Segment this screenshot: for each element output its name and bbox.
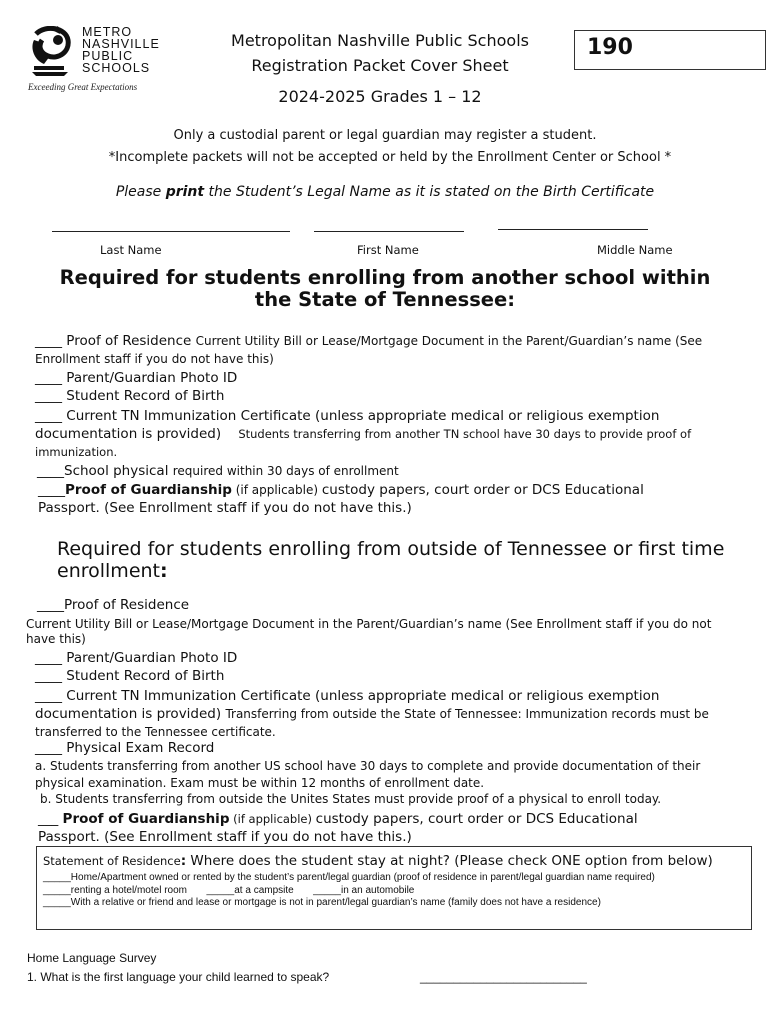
incomplete-notice: *Incomplete packets will not be accepted or held by the Enrollment Center or School *: [108, 150, 672, 165]
s2-proof-of-residence: ____Proof of Residence: [37, 597, 190, 613]
s1-photo-id: ____ Parent/Guardian Photo ID: [35, 370, 238, 386]
s2-physical-exam: ____ Physical Exam Record: [35, 740, 215, 756]
s2-photo-id: ____ Parent/Guardian Photo ID: [35, 650, 238, 666]
print-instruction: Please print the Student’s Legal Name as it is stated on the Birth Certificate: [115, 184, 655, 200]
s1-proof-of-residence: ____ Proof of Residence Current Utility Bill or Lease/Mortgage Document in the Parent/Guardian’s name (See Enrollment staff if you do not have this): [35, 333, 703, 366]
statement-of-residence-box: [36, 846, 752, 930]
last-name-label: Last Name: [100, 243, 162, 257]
year-grades: 2024-2025 Grades 1 – 12: [278, 87, 482, 106]
s2-proof-of-guardianship: ___ Proof of Guardianship (if applicable) custody papers, court order or DCS Educational Passport. (See Enrollment staff if you do not have this.): [38, 811, 638, 845]
residence-option-relative[interactable]: _____With a relative or friend and lease or mortgage is not in parent/legal guardian’s name (family does not have a residence): [43, 897, 601, 908]
residence-question: Statement of Residence: Where does the student stay at night? (Please check ONE option from below): [43, 853, 713, 869]
s1-birth-record: ____ Student Record of Birth: [35, 388, 225, 404]
language-survey-title: Home Language Survey: [27, 951, 157, 965]
language-survey-q1-blank[interactable]: _________________________: [420, 970, 587, 984]
lamp-of-learning-icon: [28, 26, 74, 78]
s2-residence-detail: Current Utility Bill or Lease/Mortgage Document in the Parent/Guardian’s name (See Enrollment staff if you do not have this): [26, 617, 712, 646]
s2-immunization: ____ Current TN Immunization Certificate (unless appropriate medical or religious exemption documentation is provided) Transferring from outside the State of Tennessee: Immunization records must be transferred to the Tennessee certificate.: [35, 688, 709, 739]
s2-physical-note-b: b. Students transferring from outside the Unites States must provide proof of a physical to enroll today.: [40, 792, 662, 806]
page-title: Metropolitan Nashville Public Schools Registration Packet Cover Sheet: [231, 31, 529, 75]
s1-immunization: ____ Current TN Immunization Certificate (unless appropriate medical or religious exemption documentation is provided) Students transferring from another TN school have 30 days to provide proof of immunization.: [35, 408, 692, 459]
residence-option-home[interactable]: _____Home/Apartment owned or rented by the student’s parent/legal guardian (proof of residence in parent/legal guardian name required): [43, 872, 655, 883]
first-name-label: First Name: [357, 243, 419, 257]
s2-birth-record: ____ Student Record of Birth: [35, 668, 225, 684]
mnps-logo: [28, 26, 168, 96]
middle-name-label: Middle Name: [597, 243, 673, 257]
form-number-box: 190: [574, 30, 766, 70]
custodial-notice: Only a custodial parent or legal guardian may register a student.: [173, 128, 597, 143]
section-in-state-heading: Required for students enrolling from another school within the State of Tennessee:: [59, 266, 711, 311]
section-out-of-state-heading: Required for students enrolling from outside of Tennessee or first time enrollment:: [57, 538, 725, 582]
language-survey-q1: 1. What is the first language your child learned to speak?: [27, 970, 330, 984]
s1-proof-of-guardianship: ____Proof of Guardianship (if applicable) custody papers, court order or DCS Educational Passport. (See Enrollment staff if you do not have this.): [38, 482, 644, 516]
s2-physical-note-a: a. Students transferring from another US school have 30 days to complete and provide documentation of their physical examination. Exam must be within 12 months of enrollment date.: [35, 759, 701, 790]
last-name-line[interactable]: [52, 231, 290, 232]
first-name-line[interactable]: [314, 231, 464, 232]
middle-name-line[interactable]: [498, 229, 648, 230]
residence-option-temporary[interactable]: _____renting a hotel/motel room _____at a campsite _____in an automobile: [43, 884, 415, 896]
logo-tagline: Exceeding Great Expectations: [28, 82, 138, 92]
logo-wordmark: METRO NASHVILLE PUBLIC SCHOOLS: [82, 25, 160, 75]
s1-school-physical: ____School physical required within 30 days of enrollment: [37, 463, 399, 479]
